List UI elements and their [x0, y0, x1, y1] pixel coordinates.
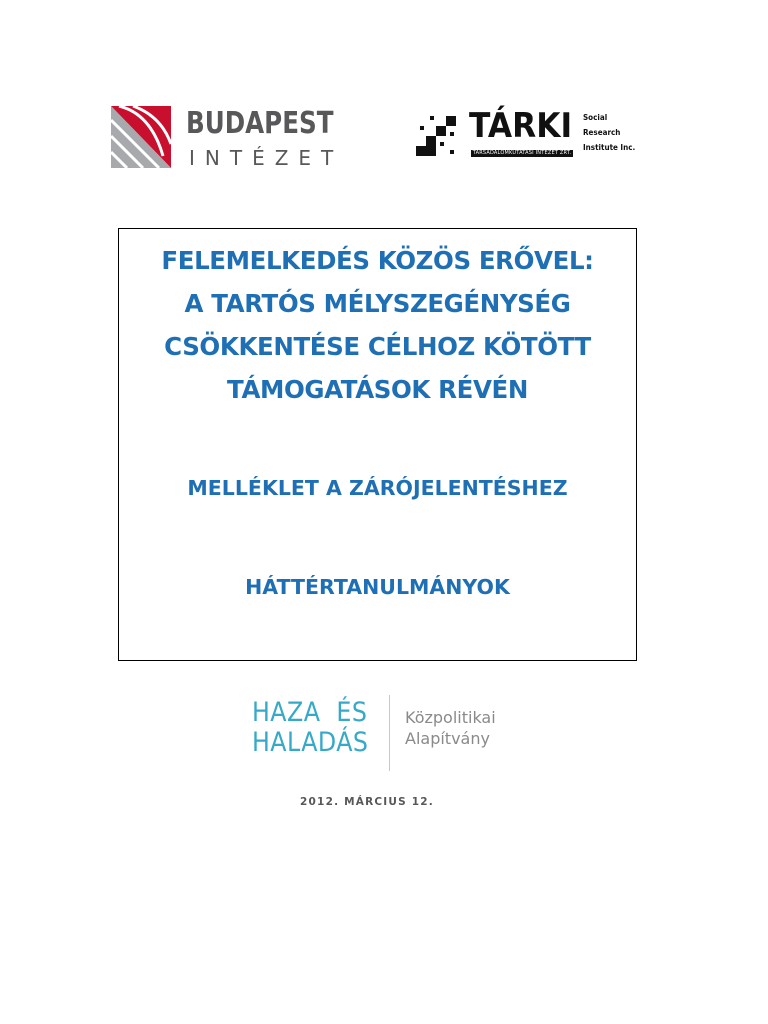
tarki-logo-bar: TÁRSADALOMKUTATÁSI INTÉZET ZRT.: [472, 150, 572, 156]
haza-logo-tagline: [405, 707, 496, 749]
haza-tagline-line: Alapítvány: [405, 729, 490, 748]
tarki-logo-name: TÁRKI: [469, 106, 573, 146]
title-box: [118, 228, 637, 661]
document-title-line: A TARTÓS MÉLYSZEGÉNYSÉG: [184, 289, 571, 318]
haza-logo-line: HALADÁS: [252, 727, 369, 758]
document-subtitle-secondary: HÁTTÉRTANULMÁNYOK: [245, 575, 510, 599]
haza-logo-line: HAZA ÉS: [252, 697, 368, 728]
tarki-tagline-line: Social: [583, 113, 608, 122]
document-title-line: TÁMOGATÁSOK RÉVÉN: [227, 375, 528, 404]
budapest-logo-subtitle: INTÉZET: [189, 146, 344, 170]
document-title-line: FELEMELKEDÉS KÖZÖS ERŐVEL:: [161, 246, 594, 275]
haza-logo-divider: [389, 695, 390, 771]
haza-tagline-line: Közpolitikai: [405, 708, 496, 727]
tarki-tagline-line: Research: [583, 128, 621, 137]
document-date: 2012. MÁRCIUS 12.: [300, 796, 434, 808]
tarki-logo: [413, 100, 635, 162]
budapest-logo-mark-icon: [111, 106, 171, 168]
document-title-line: CSÖKKENTÉSE CÉLHOZ KÖTÖTT: [164, 332, 591, 361]
budapest-intezet-logo: [111, 106, 344, 170]
document-subtitle: MELLÉKLET A ZÁRÓJELENTÉSHEZ: [187, 476, 568, 500]
tarki-staircase-icon: [416, 112, 460, 158]
tarki-tagline-line: Institute Inc.: [583, 143, 636, 152]
tarki-logo-tagline: [583, 110, 641, 155]
budapest-logo-name: BUDAPEST: [186, 106, 334, 141]
document-title: [119, 239, 636, 411]
haza-es-haladas-logo: [252, 698, 542, 773]
haza-logo-wordmark: [252, 698, 368, 758]
